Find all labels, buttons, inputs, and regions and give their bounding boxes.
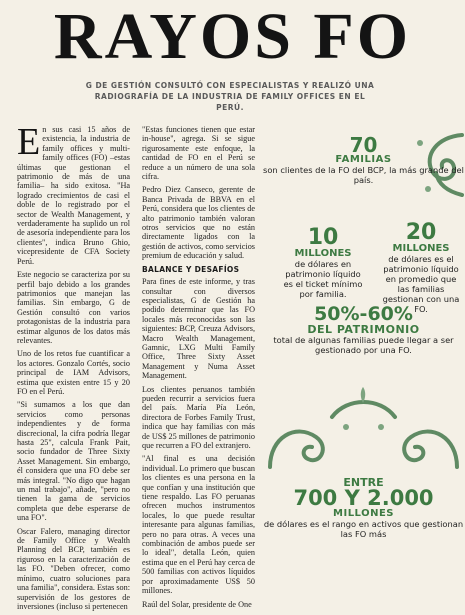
paragraph: Este negocio se caracteriza por su perfil bajo debido a los grandes patrimonios que manejan las familias. Sin embargo, G de Gestión consultó con varios protagonistas de la industria para estimar algunos de los datos más relevantes. [17,270,130,345]
fact-unit: FAMILIAS [335,154,392,165]
fact-number: 50%-60% [314,303,413,325]
fact-min-ticket [280,227,366,299]
fact-description: de dólares en patrimonio líquido es el ticket mínimo por familia. [283,259,363,299]
fact-assets-range [262,477,465,539]
paragraph: En sus casi 15 años de existencia, la industria de family offices y multi-family offices (FO) –estas últimas que gestionan el patrimonio de más de una familia– ha sido exitosa. "Ha logrado crecimientos de casi el doble de lo registrado por el sector de Wealth Management, y verdaderamente ha suplido un rol de asesoría independiente para los clientes", indica Bruno Ghio, vicepresidente de CFA Society Perú. [17,121,130,266]
paragraph: "Si sumamos a los que dan servicios como personas independientes y de forma discrecional, la cifra podría llegar hasta 25", calcula Frank Pait, socio fundador de Three Sixty Asset Management. Sin embargo, él considera que una FO debe ser más integral. "No digo que hagan un mal trabajo", añade, "pero no tienen la gama de servicios completa que debe esperarse de una FO". [17,400,130,523]
fact-unit: DEL PATRIMONIO [307,323,420,336]
fact-number: 10 [307,225,339,250]
headline: RAYOS FO [53,0,412,73]
fact-average-patrimony [380,222,462,314]
paragraph: Los clientes peruanos también pueden recurrir a servicios fuera del país. María Pía León, directora de Forbes Family Trust, indica que hay familias con más de US$ 25 millones de patrimonio que recurren a FO del extranjero. [142,384,255,450]
fact-unit: MILLONES [333,508,394,519]
fact-number: 700 Y 2.000 [293,486,434,510]
facts-sidebar [262,125,465,540]
text-column-1 [17,121,130,615]
paragraph: "Al final es una decisión individual. Lo primero que buscan los clientes es una persona en la que confían y una institución que tiene respaldo. Las FO peruanas ofrecen muchos instrumentos locales, lo que puede resultar interesante para algunas familias, pero no para otras. A veces una combinación de ambos puede ser lo ideal", detalla León, quien estima que en el Perú hay cerca de 500 familias con activos líquidos por aproximadamente US$ 50 millones. [142,454,256,596]
paragraph: "Estas funciones tienen que estar in-house", agrega. Si se sigue rigurosamente este enfoque, la cantidad de FO en el Perú se reduce a un número de una sola cifra. [142,125,255,182]
fact-prefix: ENTRE [343,476,384,489]
deck: G DE GESTIÓN CONSULTÓ CON ESPECIALISTAS Y REALIZÓ UNA RADIOGRAFÍA DE LA INDUSTRIA DE FAMILY OFFICES EN EL PERÚ. [85,81,375,112]
paragraph: Uno de los retos fue cuantificar a los actores. Gonzalo Cortés, socio principal de IAM Advisors, estima que existen entre 15 y 20 FO en el Perú. [17,349,130,396]
paragraph: Raúl del Solar, presidente de One [142,599,252,609]
swirl-ornament-icon [262,387,465,477]
fact-patrimony-share [262,305,465,355]
paragraph: Pedro Diez Canseco, gerente de Banca Privada de BBVA en el Perú, considera que los clientes de alto patrimonio también valoran otros servicios que no están directamente ligados con la gestión de activos, como servicios premium de educación y salud. [142,185,255,261]
fact-description: de dólares es el rango en activos que gestionan las FO más [263,519,464,539]
fact-unit: MILLONES [392,243,450,254]
text-column-2 [142,125,255,613]
fact-description: de dólares es el patrimonio líquido en promedio que las familias gestionan con una FO. [382,254,460,314]
fact-unit: MILLONES [294,248,352,259]
fact-description: total de algunas familias puede llegar a ser gestionado por una FO. [273,335,454,355]
subheading: BALANCE Y DESAFÍOS [142,264,240,274]
fact-description: son clientes de la FO del BCP, la más grande del país. [263,165,464,185]
fact-number: 70 [349,133,378,157]
drop-cap: E [17,121,41,163]
fact-number: 20 [405,220,437,245]
fact-families [262,135,465,185]
paragraph: Para fines de este informe, y tras consultar con diversos especialistas, G de Gestión ha podido determinar que las FO locales más reconocidas son las siguientes: BCP, Creuza Advisors, Macro Wealth Management, Gamnic, LXG Multi Family Office, Three Sixty Asset Management y Numa Asset Management. [142,277,255,381]
paragraph: Oscar Falero, managing director de Family Office y Wealth Planning del BCP, también es riguroso en la caracterización de las FO. "Deben ofrecer, como mínimo, cuatro soluciones para una familia", considera. Estas son: supervisión de los gestores de inversiones (incluso si pertenecen [17,526,130,611]
